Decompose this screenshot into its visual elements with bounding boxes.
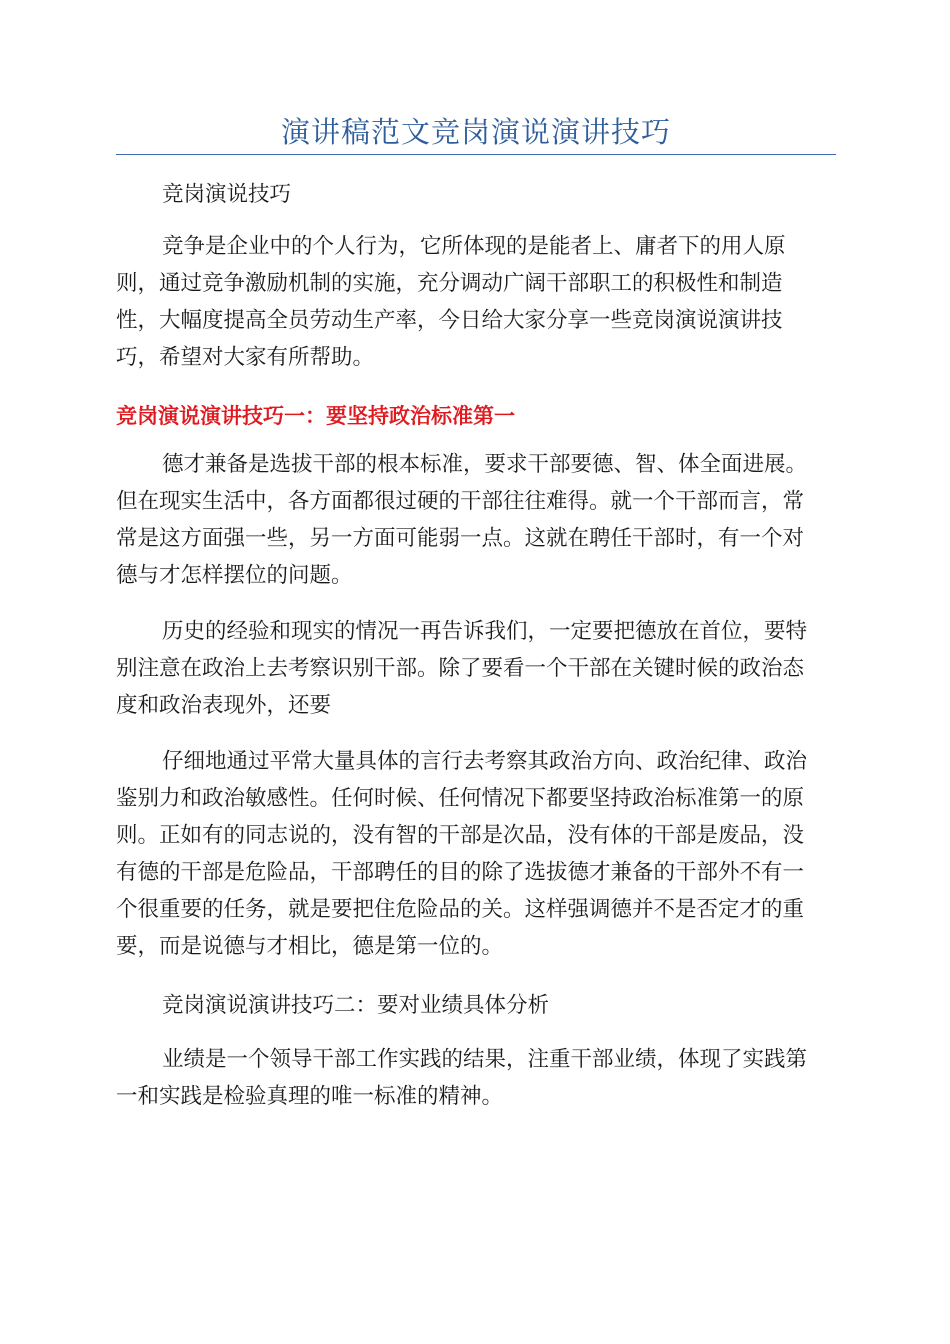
paragraph-line: 要，而是说德与才相比，德是第一位的。 bbox=[116, 934, 504, 959]
paragraph-line: 一和实践是检验真理的唯一标准的精神。 bbox=[116, 1084, 504, 1109]
paragraph-line: 有德的干部是危险品，干部聘任的目的除了选拔德才兼备的干部外不有一 bbox=[116, 860, 805, 885]
paragraph-line: 历史的经验和现实的情况一再告诉我们，一定要把德放在首位，要特 bbox=[162, 619, 808, 644]
section-heading-1: 竞岗演说演讲技巧一：要坚持政治标准第一 bbox=[116, 404, 515, 428]
paragraph-4 bbox=[116, 1041, 836, 1115]
intro-line: 竞争是企业中的个人行为，它所体现的是能者上、庸者下的用人原 bbox=[162, 234, 786, 259]
paragraph-line: 则。正如有的同志说的，没有智的干部是次品，没有体的干部是废品，没 bbox=[116, 823, 805, 848]
document-title: 演讲稿范文竞岗演说演讲技巧 bbox=[280, 115, 671, 149]
section-heading-2-paragraph bbox=[116, 987, 836, 1024]
paragraph-line: 仔细地通过平常大量具体的言行去考察其政治方向、政治纪律、政治 bbox=[162, 749, 808, 774]
paragraph-line: 别注意在政治上去考察识别干部。除了要看一个干部在关键时候的政治态 bbox=[116, 656, 805, 681]
paragraph-2 bbox=[116, 613, 836, 724]
paragraph-3 bbox=[116, 743, 836, 965]
paragraph-line: 常是这方面强一些，另一方面可能弱一点。这就在聘任干部时，有一个对 bbox=[116, 526, 805, 551]
intro-line: 性，大幅度提高全员劳动生产率，今日给大家分享一些竞岗演说演讲技 bbox=[116, 308, 783, 333]
paragraph-line: 德才兼备是选拔干部的根本标准，要求干部要德、智、体全面进展。 bbox=[162, 452, 808, 477]
paragraph-line: 鉴别力和政治敏感性。任何时候、任何情况下都要坚持政治标准第一的原 bbox=[116, 786, 805, 811]
paragraph-line: 度和政治表现外，还要 bbox=[116, 693, 332, 718]
paragraph-line: 德与才怎样摆位的问题。 bbox=[116, 563, 353, 588]
subtitle: 竞岗演说技巧 bbox=[162, 182, 292, 207]
intro-line: 巧，希望对大家有所帮助。 bbox=[116, 345, 375, 370]
title-underline bbox=[116, 154, 836, 155]
section-heading-2: 竞岗演说演讲技巧二：要对业绩具体分析 bbox=[162, 993, 550, 1018]
paragraph-line: 但在现实生活中，各方面都很过硬的干部往往难得。就一个干部而言，常 bbox=[116, 489, 805, 514]
intro-paragraph bbox=[116, 228, 836, 376]
subtitle-paragraph bbox=[116, 176, 836, 213]
intro-line: 则，通过竞争激励机制的实施，充分调动广阔干部职工的积极性和制造 bbox=[116, 271, 783, 296]
paragraph-1 bbox=[116, 446, 836, 594]
paragraph-line: 业绩是一个领导干部工作实践的结果，注重干部业绩，体现了实践第 bbox=[162, 1047, 808, 1072]
paragraph-line: 个很重要的任务，就是要把住危险品的关。这样强调德并不是否定才的重 bbox=[116, 897, 805, 922]
